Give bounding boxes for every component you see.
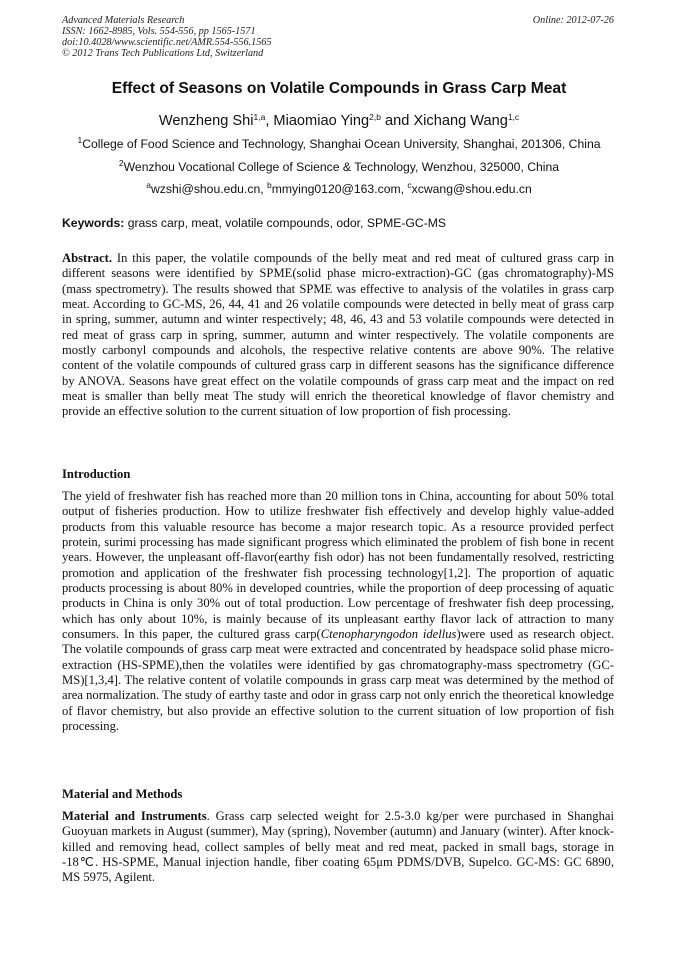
email-superscript: c [407, 180, 412, 190]
abstract-text: In this paper, the volatile compounds of the belly meat and red meat of cultured grass carp in different seasons were identified by SPME(solid phase micro-extraction)-GC (gas chromatography)-MS (mass spectrometry). The results showed that SPME was effective to analysis of the volatiles in grass carp meat. According to GC-MS, 26, 44, 41 and 26 volatile compounds were detected in belly meat of grass carp in spring, summer, autumn and winter respectively; 48, 46, 43 and 53 volatile compounds were detected in red meat of grass carp in spring, summer, autumn and winter respectively. The volatile components are mostly carbonyl compounds and alcohols, the respective relative contents are above 90%. The relative content of the volatile compounds of cultured grass carp in different seasons has the significance difference by ANOVA. Seasons have great effect on the volatile compounds of grass carp meat and the impact on red meat is smaller than belly meat The study will enrich the theoretical knowledge of flavor chemistry and provide an effective solution to the current situation of low proportion of fish processing. [62, 251, 614, 419]
keywords-label: Keywords: [62, 216, 125, 230]
introduction-text: The yield of freshwater fish has reached more than 20 million tons in China, accounting for about 50% total output of fisheries production. How to utilize freshwater fish effectively and develop highly value-added products from this valuable resource has become a major research topic. As a resource provided perfect protein, surimi processing has made significant progress which eliminated the problem of fish bone in recent years. However, the unpleasant off-flavor(earthy fish odor) has not been fundamentally resolved, restricting promotion and application of the freshwater fish processing technology[1,2]. The proportion of aquatic products processing is about 80% in developed countries, while the proportion of deep processing of aquatic products in China is only 30% out of total production. Low percentage of freshwater fish deep processing, which has only about 10%, is mainly because of its unpleasant earthy flavor lack of attraction to many consumers. In this paper, the cultured grass carp( [62, 489, 614, 642]
keywords-text: grass carp, meat, volatile compounds, odor, SPME-GC-MS [124, 216, 447, 230]
methods-subheading: Material and Instruments [62, 809, 207, 823]
email-address: wzshi@shou.edu.cn, [150, 182, 267, 196]
author-name: and Xichang Wang [380, 113, 508, 129]
email-superscript: a [146, 180, 151, 190]
author-name: , Miaomiao Ying [265, 113, 370, 129]
online-date: Online: 2012-07-26 [532, 15, 614, 26]
email-line [0, 182, 678, 196]
journal-header [62, 15, 271, 59]
journal-doi: doi:10.4028/www.scientific.net/AMR.554-556.1565 [62, 37, 272, 48]
introduction-text-continued: )were used as research object. The volatile compounds of grass carp meat were extracted and concentrated by headspace solid phase micro-extraction (HS-SPME),then the volatiles were identified by gas chromatography-mass spectrometry (GC-MS)[1,3,4]. The relative content of volatile compounds in grass carp meat was determined by the method of area normalization. The study of earthy taste and odor in grass carp not only enrich the theoretical knowledge of flavor chemistry, but also provide an effective solution to the current situation of low proportion of fish processing. [62, 627, 615, 734]
journal-issn: ISSN: 1662-8985, Vols. 554-556, pp 1565-1571 [62, 26, 256, 37]
keywords [62, 216, 446, 230]
author-name: Wenzheng Shi [158, 113, 254, 129]
affiliation-superscript: 1 [77, 135, 83, 145]
affiliation-superscript: 2 [118, 158, 124, 168]
species-name: Ctenopharyngodon idellus [320, 627, 457, 642]
email-address: xcwang@shou.edu.cn [411, 182, 532, 196]
affiliation-1 [0, 137, 678, 151]
author-line [0, 113, 678, 129]
methods-heading: Material and Methods [62, 787, 183, 801]
email-address: mmying0120@163.com, [271, 182, 408, 196]
introduction-heading: Introduction [62, 467, 131, 481]
affiliation-2 [0, 160, 678, 174]
abstract-label: Abstract. [62, 251, 113, 265]
author-superscript: 2,b [369, 112, 381, 122]
methods-paragraph [62, 809, 614, 886]
affiliation-text: College of Food Science and Technology, Shanghai Ocean University, Shanghai, 201306, China [82, 137, 601, 151]
journal-name: Advanced Materials Research [62, 15, 185, 26]
email-superscript: b [267, 180, 272, 190]
introduction-paragraph [62, 489, 614, 735]
abstract-paragraph [62, 251, 614, 420]
affiliation-text: Wenzhou Vocational College of Science & Technology, Wenzhou, 325000, China [123, 160, 560, 174]
author-superscript: 1,a [253, 112, 266, 122]
methods-text: . Grass carp selected weight for 2.5-3.0 kg/per were purchased in Shanghai Guoyuan markets in August (summer), May (spring), November (autumn) and January (winter). After knock-killed and removing head, collect samples of belly meat and red meat, packed in small bags, storage in -18℃. HS-SPME, Manual injection handle, fiber coating 65μm PDMS/DVB, Supelco. GC-MS: GC 6890, MS 5975, Agilent. [62, 809, 614, 885]
paper-title: Effect of Seasons on Volatile Compounds in Grass Carp Meat [111, 80, 567, 97]
journal-copyright: © 2012 Trans Tech Publications Ltd, Switzerland [62, 48, 264, 59]
author-superscript: 1,c [507, 112, 520, 122]
